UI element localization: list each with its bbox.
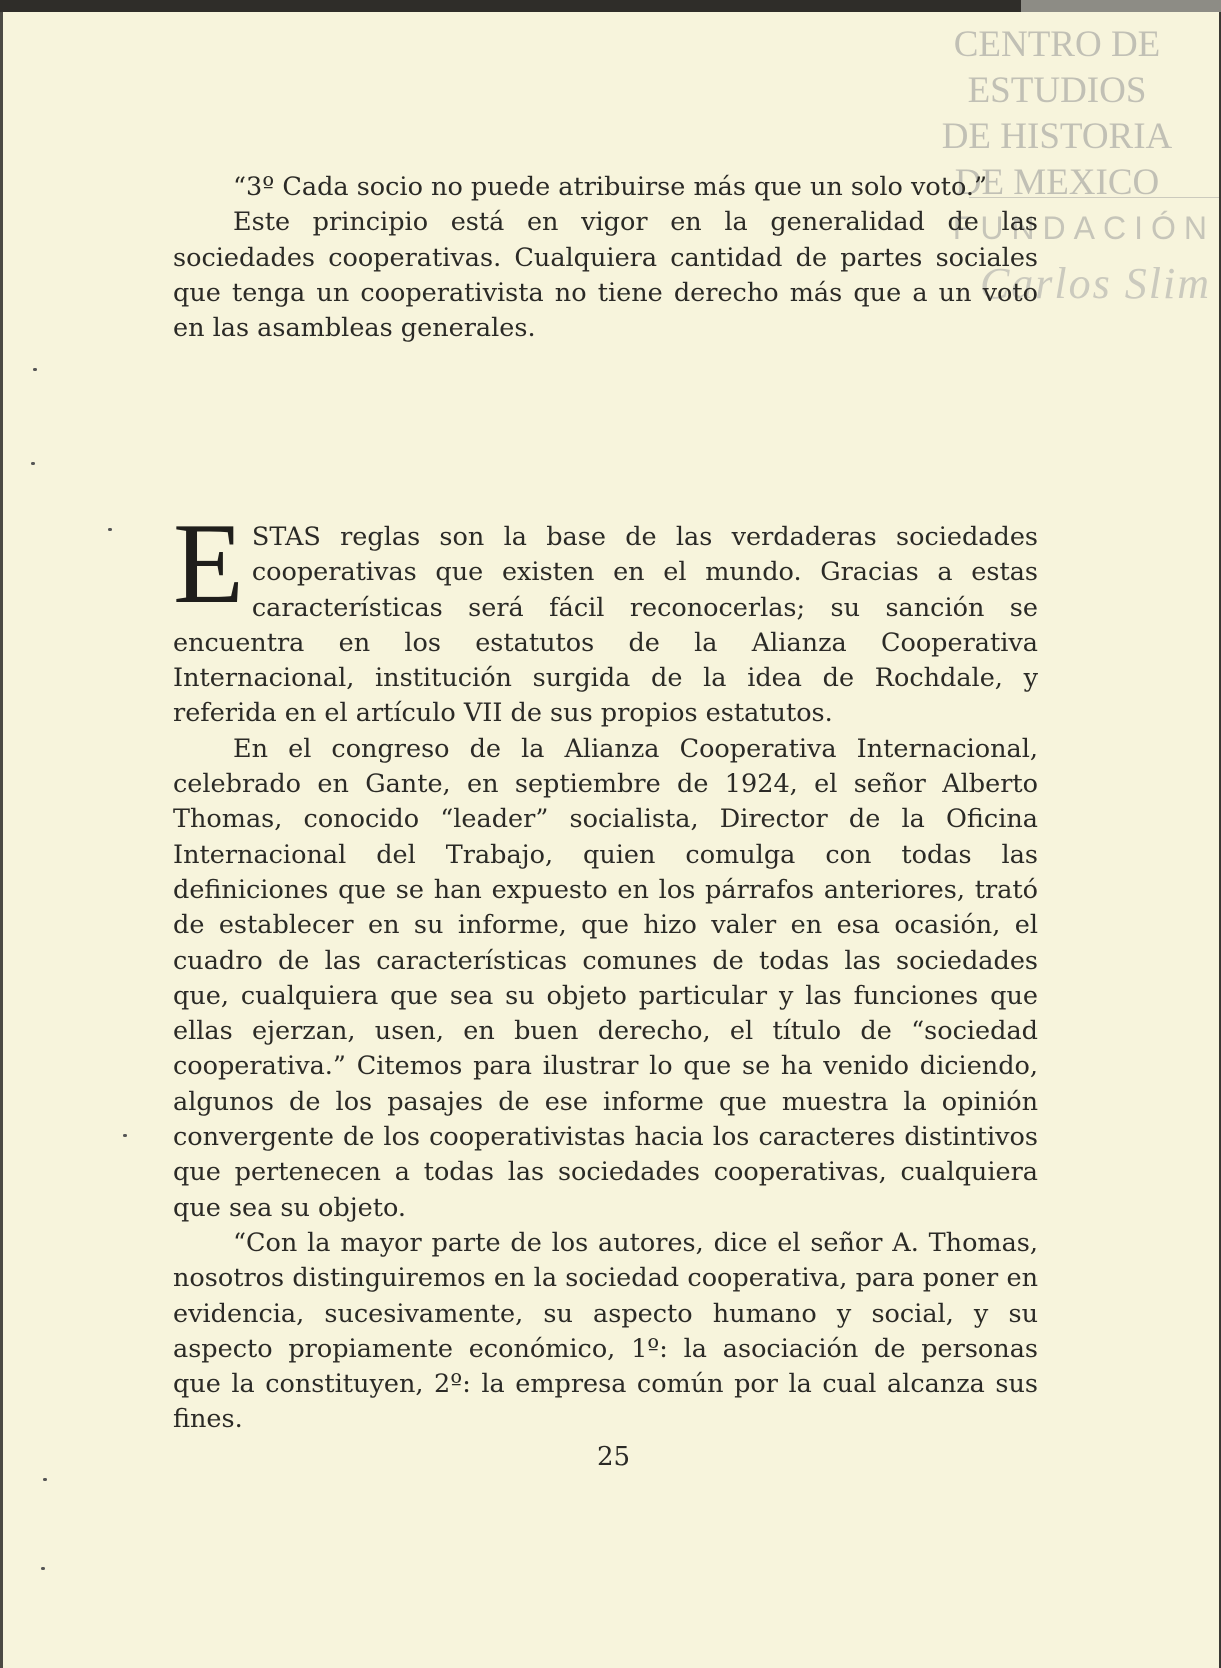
watermark-line-1: CENTRO DE — [953, 24, 1161, 65]
paragraph-rules-text: STAS reglas son la base de las verdaderas sociedades cooperativas que existen en el mundo. Gracias a estas características será fácil reconocerlas; su sanción se encuentra en los estatutos de la Alianza Cooperativa Internacional, institución surgida de la idea de Rochdale, y referida en el artículo VII de sus propios estatutos. — [173, 522, 1038, 729]
scan-top-edge — [0, 0, 1221, 12]
paragraph-rules — [173, 500, 1038, 732]
paragraph-congress: En el congreso de la Alianza Cooperativa Internacional, celebrado en Gante, en septiembre de 1924, el señor Alberto Thomas, conocido “leader” socialista, Director de la Oficina Internacional del Trabajo, quien comulga con todas las definiciones que se han expuesto en los párrafos anteriores, trató de establecer en su informe, que hizo valer en esa ocasión, el cuadro de las características comunes de todas las sociedades que, cualquiera que sea su objeto particular y las funciones que ellas ejerzan, usen, en buen derecho, el título de “sociedad cooperativa.” Citemos para ilustrar lo que se ha venido diciendo, algunos de los pasajes de ese informe que muestra la opinión convergente de los cooperativistas hacia los caracteres distintivos que pertenecen a todas las sociedades cooperativas, cualquiera que sea su objeto. — [173, 733, 1038, 1223]
scan-speck — [43, 1478, 47, 1481]
drop-cap: E — [173, 500, 244, 628]
paragraph-quote-rule-3: “3º Cada socio no puede atribuirse más que un solo voto.” — [233, 172, 988, 202]
watermark-signature: Carlos Slim — [979, 259, 1211, 308]
scan-speck — [108, 528, 112, 531]
scan-speck — [33, 368, 37, 371]
watermark-line-2: ESTUDIOS — [967, 70, 1147, 111]
text-section-1 — [173, 170, 1038, 346]
scan-speck — [123, 1134, 127, 1137]
scan-speck — [41, 1567, 45, 1570]
paragraph-principle: Este principio está en vigor en la generalidad de las sociedades cooperativas. Cualquiera cantidad de partes sociales que tenga un cooperativista no tiene derecho más que a un voto en las asambleas generales. — [173, 207, 1038, 344]
watermark-line-3: DE HISTORIA — [941, 116, 1173, 157]
paragraph-thomas-quote: “Con la mayor parte de los autores, dice el señor A. Thomas, nosotros distinguiremos en la sociedad cooperativa, para poner en evidencia, sucesivamente, su aspecto humano y social, y su aspecto propiamente económico, 1º: la asociación de personas que la constituyen, 2º: la empresa común por la cual alcanza sus fines. — [173, 1227, 1038, 1435]
page-number: 25 — [596, 1442, 631, 1472]
watermark-line-4: DE MEXICO — [954, 162, 1160, 203]
scan-speck — [31, 462, 35, 465]
text-section-2 — [173, 500, 1038, 1438]
scanned-page — [0, 10, 1219, 1668]
watermark-fundacion: FUNDACIÓN — [952, 210, 1215, 246]
